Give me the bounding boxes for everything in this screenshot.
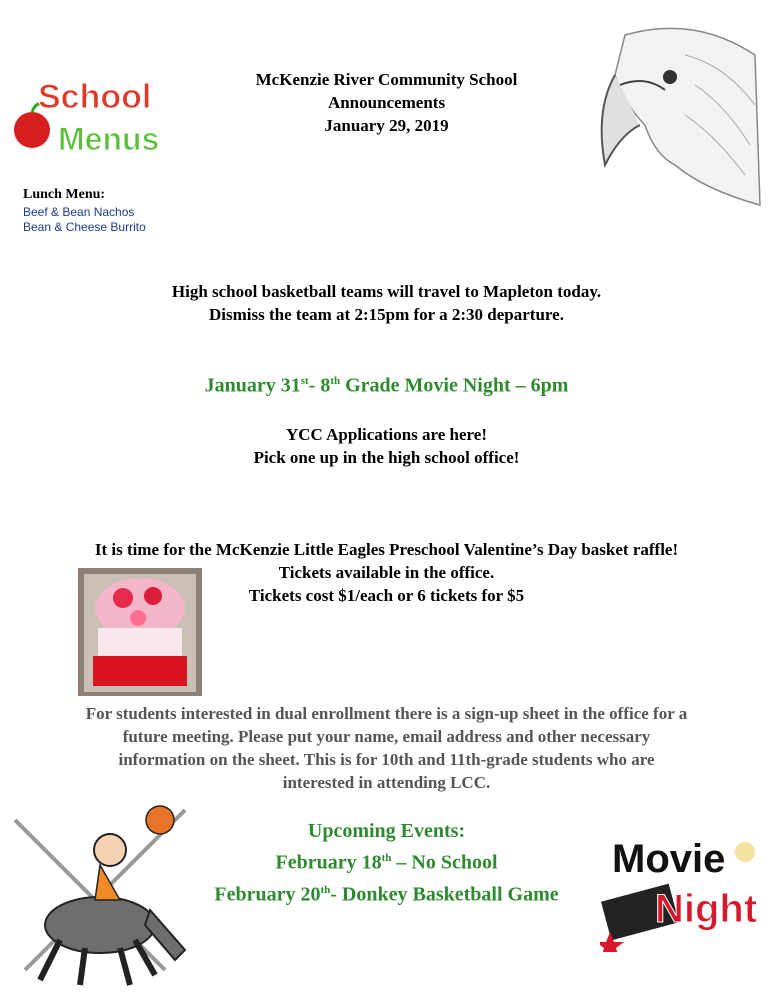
dual-enrollment-announcement bbox=[0, 702, 773, 794]
ycc-line: Pick one up in the high school office! bbox=[253, 448, 520, 467]
donkey-basketball-cartoon bbox=[5, 800, 205, 990]
movie-night-detail: Grade Movie Night – 6pm bbox=[340, 374, 569, 397]
basketball-line: Dismiss the team at 2:15pm for a 2:30 departure. bbox=[209, 305, 564, 324]
ycc-announcement bbox=[0, 423, 773, 469]
dual-enrollment-line: information on the sheet. This is for 10th and 11th-grade students who are bbox=[118, 750, 655, 769]
event-date: February 18 bbox=[275, 851, 382, 874]
header-subtitle: Announcements bbox=[327, 93, 446, 112]
eagle-drawing-image bbox=[585, 15, 770, 215]
lunch-item: Beef & Bean Nachos bbox=[23, 205, 135, 219]
popcorn-icon bbox=[735, 842, 755, 862]
dual-enrollment-line: interested in attending LCC. bbox=[282, 773, 491, 792]
movie-night-grade: - 8 bbox=[308, 374, 331, 397]
movie-night-logo bbox=[600, 792, 770, 952]
movie-night-announcement bbox=[0, 370, 773, 398]
valentine-basket-image bbox=[78, 568, 202, 696]
ycc-line: YCC Applications are here! bbox=[285, 425, 487, 444]
event-detail: - Donkey Basketball Game bbox=[330, 883, 559, 906]
ordinal-suffix: st bbox=[300, 375, 309, 387]
night-logo-word: Night bbox=[655, 887, 758, 931]
dual-enrollment-line: future meeting. Please put your name, email address and other necessary bbox=[122, 727, 651, 746]
movie-night-date: January 31 bbox=[204, 374, 301, 397]
raffle-line: Tickets available in the office. bbox=[278, 563, 495, 582]
upcoming-event-item bbox=[150, 877, 623, 909]
upcoming-events bbox=[150, 818, 623, 908]
basketball-announcement bbox=[0, 280, 773, 326]
logo-word-menus: Menus bbox=[58, 121, 160, 157]
ordinal-suffix: th bbox=[320, 883, 331, 896]
ordinal-suffix: th bbox=[381, 852, 392, 864]
dual-enrollment-line: For students interested in dual enrollment there is a sign-up sheet in the office for a bbox=[85, 704, 688, 723]
event-date: February 20 bbox=[214, 883, 321, 906]
upcoming-events-title: Upcoming Events: bbox=[307, 820, 466, 842]
basketball-icon bbox=[146, 806, 174, 834]
school-name: McKenzie River Community School bbox=[255, 70, 518, 89]
raffle-line: It is time for the McKenzie Little Eagles Preschool Valentine’s Day basket raffle! bbox=[94, 540, 679, 559]
basketball-line: High school basketball teams will travel to Mapleton today. bbox=[171, 282, 602, 301]
upcoming-event-item bbox=[150, 845, 623, 877]
header-date: January 29, 2019 bbox=[324, 116, 449, 135]
raffle-line: Tickets cost $1/each or 6 tickets for $5 bbox=[248, 586, 525, 605]
lunch-menu-title: Lunch Menu: bbox=[23, 187, 106, 202]
event-detail: – No School bbox=[391, 851, 498, 874]
logo-word-school: School bbox=[38, 78, 152, 116]
movie-logo-word: Movie bbox=[612, 837, 726, 881]
ordinal-suffix: th bbox=[330, 375, 341, 387]
lunch-item: Bean & Cheese Burrito bbox=[23, 220, 146, 234]
